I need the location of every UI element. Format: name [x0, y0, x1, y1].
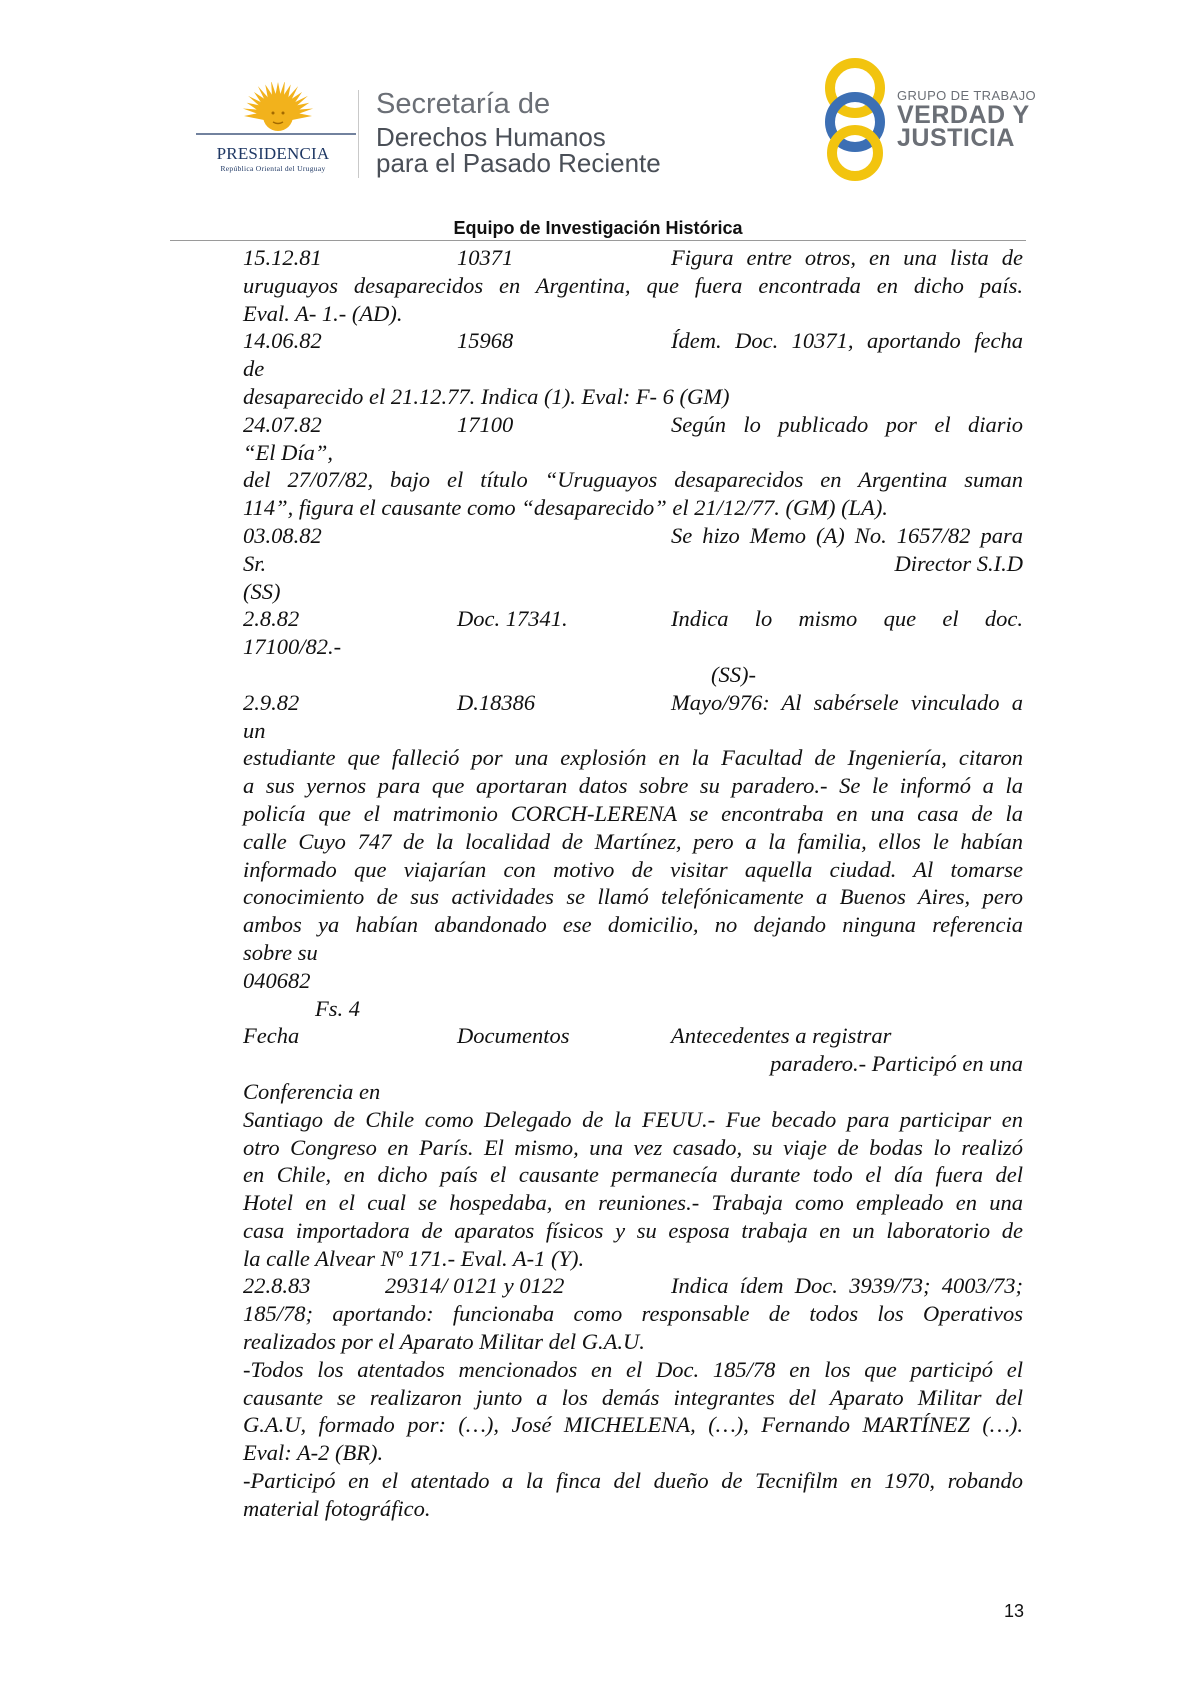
text-line: Hotel en el cual se hospedaba, en reuniones.- Trabaja como empleado en una: [243, 1190, 1023, 1216]
text-line: estudiante que falleció por una explosión en la Facultad de Ingeniería, citaron: [243, 745, 1023, 771]
verdad-justicia-logo: [820, 56, 890, 182]
grupo-line-2: VERDAD Y: [897, 101, 1030, 129]
text-line: [243, 1272, 1023, 1300]
text-line: [243, 550, 1023, 578]
header-divider: [358, 90, 359, 178]
text-line: informado que viajarían con motivo de visitar aquella ciudad. Al tomarse: [243, 856, 1023, 882]
text-line: 17100/82.-: [243, 634, 342, 660]
document-body: [243, 244, 1023, 1523]
entry-text: Indica ídem Doc. 3939/73; 4003/73;: [671, 1273, 1023, 1299]
text-line: 040682: [243, 967, 311, 993]
entry-text: Antecedentes a registrar: [671, 1023, 892, 1049]
entry-text: Figura entre otros, en una lista de: [671, 245, 1023, 270]
text-line: del 27/07/82, bajo el título “Uruguayos desaparecidos en Argentina suman: [243, 467, 1023, 493]
grupo-line-1: GRUPO DE TRABAJO: [897, 88, 1037, 103]
entry-date: 15.12.81: [243, 245, 322, 270]
text-line: uruguayos desaparecidos en Argentina, que fuera encontrada en dicho país.: [243, 272, 1023, 298]
text-line: la calle Alvear Nº 171.- Eval. A-1 (Y).: [243, 1245, 585, 1271]
entry-date: 22.8.83: [243, 1273, 311, 1299]
entry-document: 29314/ 0121 y 0122: [385, 1273, 565, 1299]
text-line: Eval: A-2 (BR).: [243, 1440, 384, 1466]
team-title: Equipo de Investigación Histórica: [453, 218, 743, 238]
entry-text: Indica lo mismo que el doc.: [671, 606, 1023, 632]
text-line: [243, 1050, 1023, 1078]
entry-date: 2.8.82: [243, 606, 300, 632]
text-line: policía que el matrimonio CORCH-LERENA se encontraba en una casa de la: [243, 800, 1023, 826]
entry-note: (SS)-: [711, 661, 756, 687]
entry-text: Según lo publicado por el diario: [671, 411, 1023, 437]
text-line: sobre su: [243, 939, 318, 965]
entry-document: 15968: [457, 328, 514, 354]
entry-date: 24.07.82: [243, 411, 322, 437]
text-line: material fotográfico.: [243, 1495, 431, 1521]
text-line: ambos ya habían abandonado ese domicilio, no dejando ninguna referencia: [243, 912, 1023, 938]
entry-text: Director S.I.D: [894, 550, 1023, 576]
presidencia-name: PRESIDENCIA: [216, 144, 330, 163]
text-line: en Chile, en dicho país el causante permanecía durante todo el día fuera del: [243, 1162, 1023, 1188]
entry-date: Fecha: [243, 1023, 300, 1049]
text-line: [243, 1022, 1023, 1050]
text-line: calle Cuyo 747 de la localidad de Martínez, pero a la familia, ellos le habían: [243, 828, 1023, 854]
text-line: a sus yernos para que aportaran datos sobre su paradero.- Se le informó a la: [243, 773, 1023, 799]
text-line: de: [243, 356, 265, 382]
text-line: 185/78; aportando: funcionaba como responsable de todos los Operativos: [243, 1301, 1023, 1327]
text-line: -Todos los atentados mencionados en el Doc. 185/78 en los que participó el: [243, 1356, 1023, 1382]
entry-text: paradero.- Participó en una: [770, 1051, 1023, 1077]
entry-document: Doc. 17341.: [457, 606, 568, 632]
entry-date: 2.9.82: [243, 689, 300, 715]
text-line: un: [243, 717, 266, 743]
entry-text: Ídem. Doc. 10371, aportando fecha: [671, 328, 1023, 354]
text-line: [243, 522, 1023, 550]
text-line: Santiago de Chile como Delegado de la FEUU.- Fue becado para participar en: [243, 1106, 1023, 1132]
entry-date: 03.08.82: [243, 522, 322, 548]
secretaria-line-2: Derechos Humanos: [376, 122, 606, 152]
header-rule: [170, 240, 1026, 241]
text-line: G.A.U, formado por: (…), José MICHELENA, (…), Fernando MARTÍNEZ (…).: [243, 1412, 1023, 1438]
secretaria-line-1: Secretaría de: [376, 88, 551, 120]
text-line: [243, 689, 1023, 717]
text-line: realizados por el Aparato Militar del G.A.U.: [243, 1329, 645, 1355]
entry-date: 14.06.82: [243, 328, 322, 354]
text-line: [243, 661, 1023, 689]
entry-text: Se hizo Memo (A) No. 1657/82 para: [671, 522, 1023, 548]
secretaria-line-3: para el Pasado Reciente: [376, 148, 661, 178]
entry-document: D.18386: [457, 689, 536, 715]
entry-document: 17100: [457, 411, 514, 437]
text-line: desaparecido el 21.12.77. Indica (1). Eval: F- 6 (GM): [243, 383, 730, 409]
text-line: [243, 411, 1023, 439]
entry-date: Sr.: [243, 550, 267, 576]
text-line: 114”, figura el causante como “desaparecido” el 21/12/77. (GM) (LA).: [243, 495, 888, 521]
text-line: Fs. 4: [315, 995, 360, 1021]
entry-document: 10371: [457, 245, 514, 270]
text-line: “El Día”,: [243, 439, 334, 465]
text-line: otro Congreso en París. El mismo, una vez casado, su viaje de bodas lo realizó: [243, 1134, 1023, 1160]
presidencia-subtitle: República Oriental del Uruguay: [220, 164, 326, 173]
text-line: Eval. A- 1.- (AD).: [243, 300, 403, 326]
text-line: -Participó en el atentado a la finca del dueño de Tecnifilm en 1970, robando: [243, 1468, 1023, 1494]
text-line: [243, 327, 1023, 355]
page-number: 13: [1004, 1601, 1025, 1621]
text-line: conocimiento de sus actividades se llamó telefónicamente a Buenos Aires, pero: [243, 884, 1023, 910]
text-line: Conferencia en: [243, 1078, 381, 1104]
text-line: casa importadora de aparatos físicos y su esposa trabaja en un laboratorio de: [243, 1217, 1023, 1243]
text-line: causante se realizaron junto a los demás integrantes del Aparato Militar del: [243, 1384, 1023, 1410]
text-line: (SS): [243, 578, 281, 604]
grupo-line-3: JUSTICIA: [897, 124, 1015, 152]
entry-text: Mayo/976: Al sabérsele vinculado a: [671, 689, 1023, 715]
text-line: [243, 605, 1023, 633]
text-line: [243, 244, 1023, 272]
entry-document: Documentos: [457, 1023, 570, 1049]
